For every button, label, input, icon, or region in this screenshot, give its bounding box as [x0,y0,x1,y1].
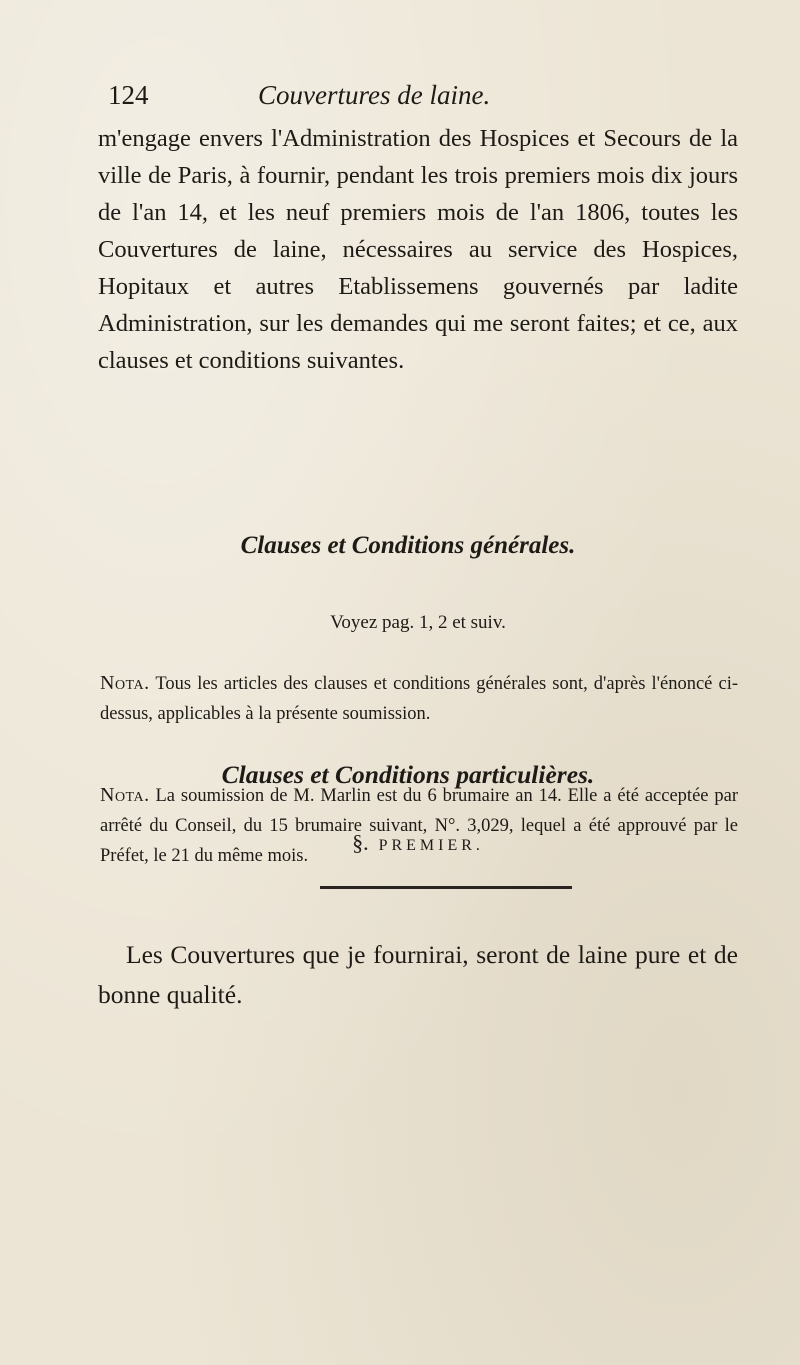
divider-rule [320,886,572,889]
heading-general-clauses: Clauses et Conditions générales. [240,532,576,559]
nota-text: La soumission de M. Marlin est du 6 brumaire an 14. Elle a été acceptée par arrêté du Conseil, du 15 brumaire suivant, N°. 3,029, lequel a été approuvé par le Préfet, le 21 du même mois. [100,786,739,866]
nota-submission [100,780,738,871]
nota-label: Nota. [100,784,150,806]
article-paragraph: Les Couvertures que je fournirai, seront de laine pure et de bonne qualité. [98,940,738,1009]
nota-text: Tous les articles des clauses et conditions générales sont, d'après l'énoncé ci-dessus, applicables à la présente soumission. [100,674,739,724]
heading-particular-clauses: Clauses et Conditions particulières. [221,760,595,789]
opening-paragraph: m'engage envers l'Administration des Hospices et Secours de la ville de Paris, à fournir, pendant les trois premiers mois dix jours de l'an 14, et les neuf premiers mois de l'an 1806, toutes les Couvertures de laine, nécessaires au service des Hospices, Hopitaux et autres Etablissemens gouvernés par ladite Administration, sur les demandes qui me seront faites; et ce, aux clauses et conditions suivantes. [98,125,738,374]
running-title: Couvertures de laine. [258,80,491,110]
page-header [108,80,708,120]
section-symbol: §. [352,830,369,855]
nota-label: Nota. [100,672,150,694]
section-heading [98,830,738,856]
nota-general-clauses [100,668,738,729]
page-reference: Voyez pag. 1, 2 et suiv. [330,612,506,633]
page-number: 124 [108,80,149,110]
section-label: PREMIER. [378,837,484,854]
